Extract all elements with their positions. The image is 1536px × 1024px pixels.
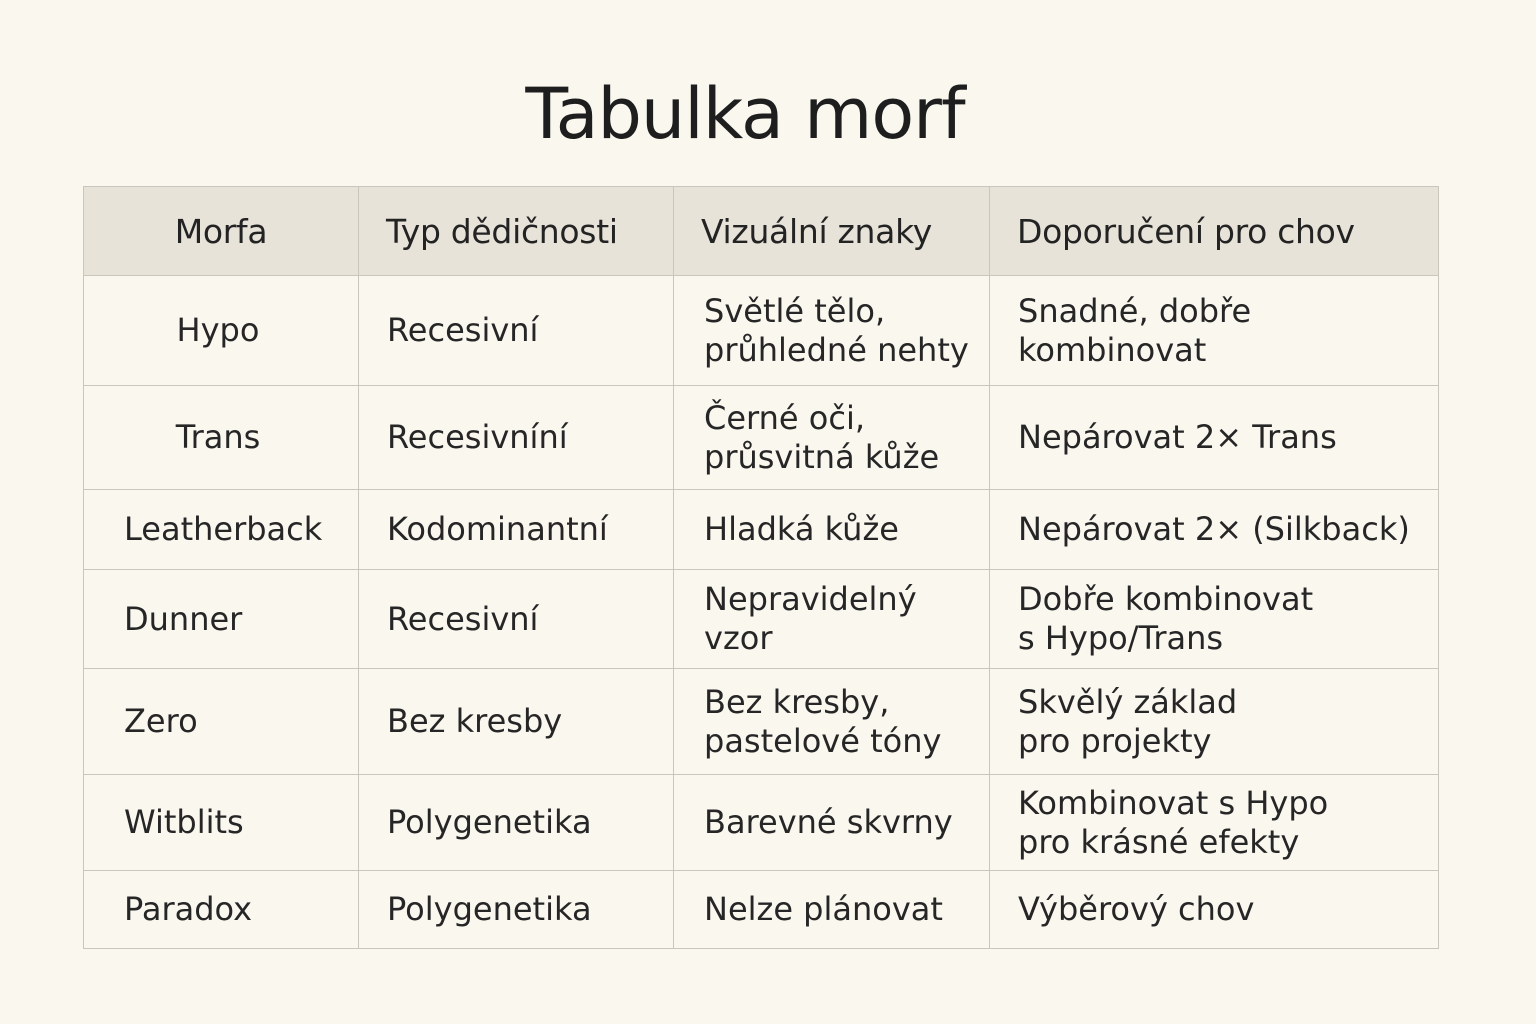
column-header-morfa: Morfa xyxy=(84,187,359,276)
column-header-vizualni-znaky: Vizuální znaky xyxy=(674,187,990,276)
cell-typ-dedicnosti: Recesivníní xyxy=(359,386,674,490)
table-row xyxy=(84,386,1439,490)
cell-morfa: Hypo xyxy=(84,276,359,386)
column-header-doporuceni: Doporučení pro chov xyxy=(990,187,1439,276)
cell-doporuceni: Kombinovat s Hypo pro krásné efekty xyxy=(990,775,1439,871)
cell-doporuceni: Snadné, dobře kombinovat xyxy=(990,276,1439,386)
cell-morfa: Trans xyxy=(84,386,359,490)
cell-typ-dedicnosti: Polygenetika xyxy=(359,775,674,871)
cell-typ-dedicnosti: Recesivní xyxy=(359,570,674,669)
cell-doporuceni: Nepárovat 2× Trans xyxy=(990,386,1439,490)
table-row xyxy=(84,490,1439,570)
table-row xyxy=(84,276,1439,386)
cell-vizualni-znaky: Barevné skvrny xyxy=(674,775,990,871)
morph-table xyxy=(83,186,1439,949)
cell-typ-dedicnosti: Kodominantní xyxy=(359,490,674,570)
cell-doporuceni: Výběrový chov xyxy=(990,871,1439,949)
table-row xyxy=(84,871,1439,949)
cell-vizualni-znaky: Světlé tělo, průhledné nehty xyxy=(674,276,990,386)
table-header-row xyxy=(84,187,1439,276)
cell-vizualni-znaky: Nelze plánovat xyxy=(674,871,990,949)
cell-vizualni-znaky: Nepravidelný vzor xyxy=(674,570,990,669)
cell-morfa: Leatherback xyxy=(84,490,359,570)
page-title: Tabulka morf xyxy=(525,73,965,155)
cell-typ-dedicnosti: Recesivní xyxy=(359,276,674,386)
cell-typ-dedicnosti: Polygenetika xyxy=(359,871,674,949)
cell-doporuceni: Nepárovat 2× (Silkback) xyxy=(990,490,1439,570)
cell-typ-dedicnosti: Bez kresby xyxy=(359,669,674,775)
table-row xyxy=(84,669,1439,775)
column-header-typ-dedicnosti: Typ dědičnosti xyxy=(359,187,674,276)
cell-morfa: Witblits xyxy=(84,775,359,871)
cell-morfa: Paradox xyxy=(84,871,359,949)
cell-morfa: Dunner xyxy=(84,570,359,669)
cell-doporuceni: Dobře kombinovat s Hypo/Trans xyxy=(990,570,1439,669)
table-row xyxy=(84,570,1439,669)
cell-doporuceni: Skvělý základ pro projekty xyxy=(990,669,1439,775)
cell-vizualni-znaky: Bez kresby, pastelové tóny xyxy=(674,669,990,775)
cell-morfa: Zero xyxy=(84,669,359,775)
cell-vizualni-znaky: Hladká kůže xyxy=(674,490,990,570)
cell-vizualni-znaky: Černé oči, průsvitná kůže xyxy=(674,386,990,490)
table-row xyxy=(84,775,1439,871)
